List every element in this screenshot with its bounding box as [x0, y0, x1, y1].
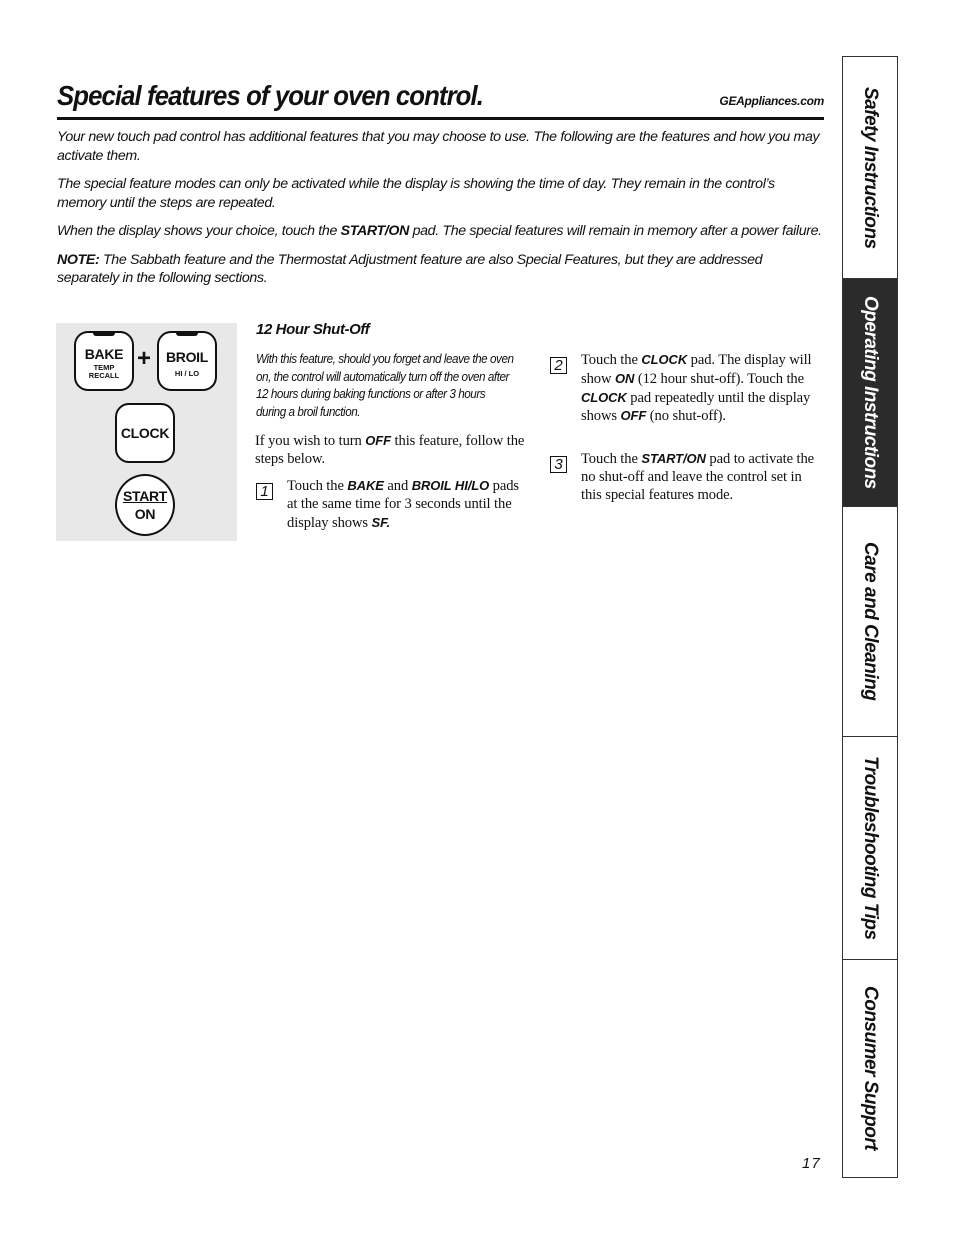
instructions-intro: If you wish to turn OFF this feature, follow the steps below.: [255, 433, 525, 467]
section-heading: 12 Hour Shut-Off: [256, 321, 370, 338]
on-label: ON: [134, 506, 156, 522]
step-text: Touch the START/ON pad to activate the no shut-off and leave the control set in this special features mode.: [581, 451, 815, 503]
page-title: Special features of your oven control.: [57, 80, 483, 111]
start-on-pad: [115, 474, 175, 536]
tab-label: Safety Instructions: [860, 86, 881, 249]
intro-paragraph-3: When the display shows your choice, touch the START/ON pad. The special features will remain in memory after a power failure.: [57, 223, 822, 239]
step-number: 1: [256, 483, 273, 500]
keypad-illustration: [56, 323, 237, 541]
tab-label: Operating Instructions: [860, 296, 881, 489]
note-paragraph: NOTE: The Sabbath feature and the Thermostat Adjustment feature are also Special Features, but they are addressed separately in the following sections.: [57, 251, 763, 286]
bake-label: BAKE: [84, 345, 124, 362]
tab-consumer-support[interactable]: [843, 960, 897, 1177]
step-text: Touch the BAKE and BROIL HI/LO pads at the same time for 3 seconds until the display shows SF.: [287, 478, 519, 531]
note-label: NOTE:: [57, 251, 100, 268]
start-on-keyword: START/ON: [340, 223, 409, 239]
clock-pad: [115, 403, 175, 463]
plus-sign: +: [137, 345, 152, 372]
step-text: Touch the CLOCK pad. The display will show ON (12 hour shut-off). Touch the CLOCK pad repeatedly until the display shows OFF (no shut-off).: [581, 352, 812, 425]
website-link: GEAppliances.com: [719, 94, 824, 108]
intro-paragraph-2: The special feature modes can only be activated while the display is showing the time of day. They remain in the control’s memory until the steps are repeated.: [57, 176, 775, 211]
broil-pad: [157, 331, 217, 391]
bake-pad: [74, 331, 134, 391]
page-number: 17: [802, 1155, 821, 1172]
bake-sub-label-1: TEMP: [93, 362, 115, 372]
broil-label: BROIL: [165, 349, 209, 365]
tab-label: Consumer Support: [860, 986, 881, 1151]
bake-sub-label-2: RECALL: [88, 370, 120, 380]
section-description: With this feature, should you forget and leave the oven on, the control will automatically turn off the oven after 12 hours during baking functions or after 3 hours during a broil function.: [256, 352, 514, 419]
tab-safety-instructions[interactable]: [843, 57, 897, 279]
title-rule: [57, 117, 824, 120]
tab-care-and-cleaning[interactable]: [843, 507, 897, 737]
intro-paragraph-1: Your new touch pad control has additional features that you may choose to use. The following are the features and how you may activate them.: [57, 129, 820, 164]
step-number: 3: [550, 456, 567, 473]
tab-operating-instructions[interactable]: [843, 279, 897, 507]
intro-text: [57, 128, 827, 298]
section-tabs: [842, 56, 898, 1178]
start-label: START: [122, 488, 168, 504]
broil-sub-label: HI / LO: [174, 369, 200, 378]
clock-label: CLOCK: [120, 425, 170, 441]
step-number: 2: [550, 357, 567, 374]
tab-troubleshooting-tips[interactable]: [843, 737, 897, 960]
tab-label: Care and Cleaning: [860, 542, 881, 701]
tab-label: Troubleshooting Tips: [860, 756, 881, 940]
off-keyword: OFF: [365, 433, 391, 448]
